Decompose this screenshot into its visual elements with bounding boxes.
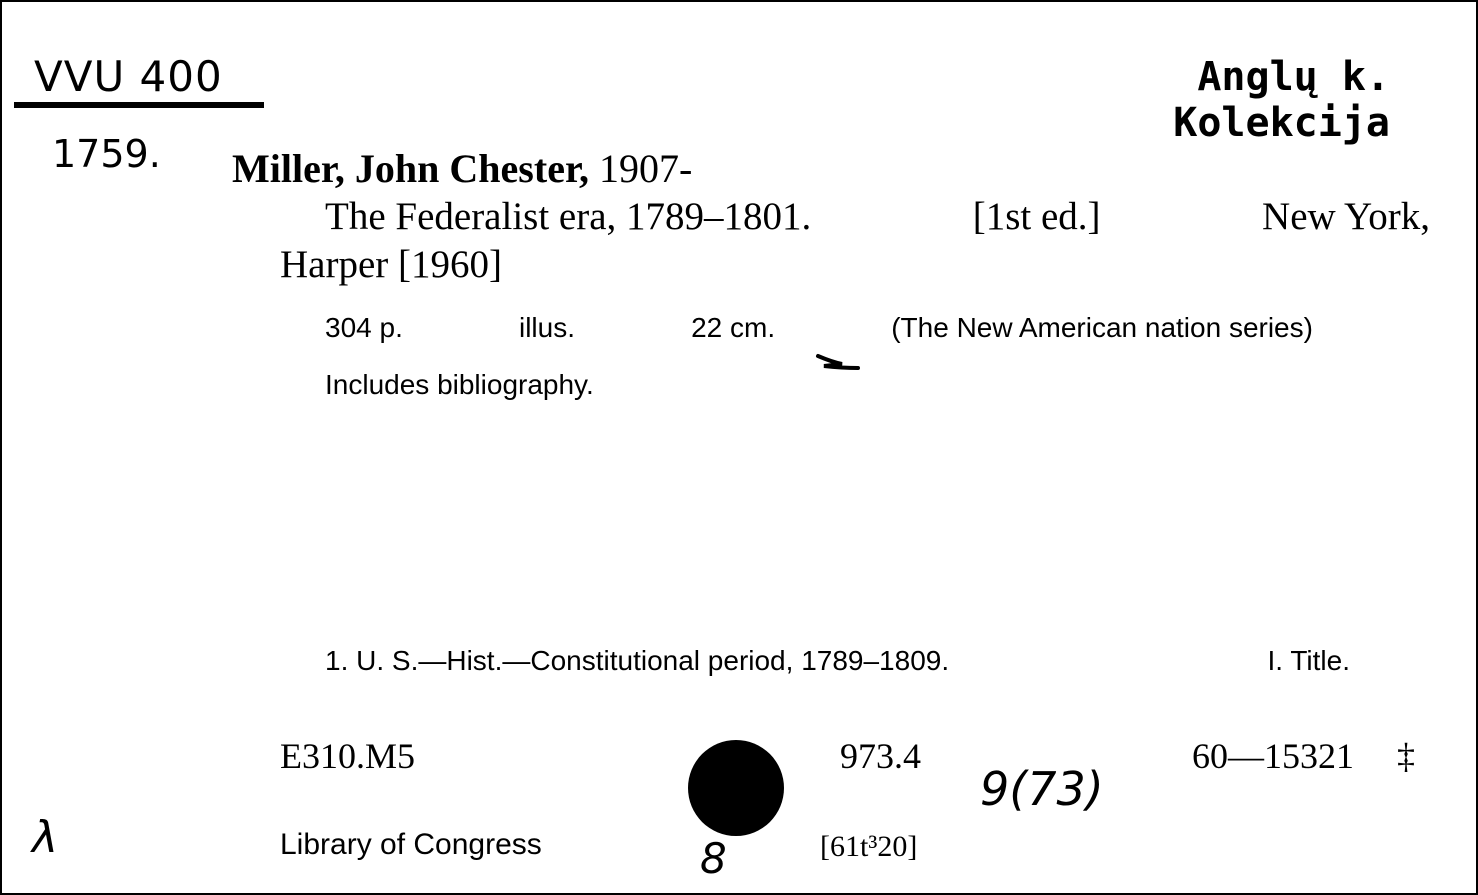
dewey-number: 973.4 xyxy=(840,736,921,776)
lccn-double-dagger: ‡ xyxy=(1397,736,1415,776)
print-code: [61t³20] xyxy=(820,830,918,863)
handwritten-classification: 9(73) xyxy=(980,762,1104,816)
handwritten-tick-mark xyxy=(814,352,860,372)
bibliography-note: Includes bibliography. xyxy=(325,369,594,400)
author-dates: 1907- xyxy=(599,146,693,191)
handwritten-lambda-mark: λ xyxy=(32,812,59,863)
issuing-library: Library of Congress xyxy=(280,828,542,861)
illustrations: illus. xyxy=(518,312,575,343)
collection-stamp xyxy=(1173,54,1390,146)
collection-stamp-line-2: Kolekcija xyxy=(1173,100,1390,146)
subject-heading: 1. U. S.—Hist.—Constitutional period, 1789–1809. xyxy=(325,645,950,676)
pages: 304 p. xyxy=(325,312,403,343)
series-statement: (The New American nation series) xyxy=(891,312,1313,343)
publisher-imprint: Harper [1960] xyxy=(280,243,502,286)
tracings xyxy=(325,645,1350,677)
dimensions: 22 cm. xyxy=(691,312,776,343)
title-statement xyxy=(325,194,1430,239)
edition-statement: [1st ed.] xyxy=(972,195,1101,238)
main-entry-author xyxy=(232,145,692,192)
handwritten-eight: 8 xyxy=(700,834,727,883)
top-call-number: VVU 400 xyxy=(34,52,223,101)
title-added-entry: I. Title. xyxy=(1267,645,1350,676)
card-punch-hole xyxy=(688,740,784,836)
title-proper: The Federalist era, 1789–1801. xyxy=(325,195,812,238)
lc-call-number: E310.M5 xyxy=(280,736,415,776)
author-name: Miller, John Chester, xyxy=(232,146,590,191)
publication-place: New York, xyxy=(1262,195,1430,238)
accession-number: 1759. xyxy=(52,132,161,176)
physical-description xyxy=(325,312,1313,344)
collection-stamp-line-1: Anglų k. xyxy=(1197,54,1390,100)
lc-control-number: 60—15321 xyxy=(1192,736,1354,776)
call-number-underline xyxy=(14,102,264,108)
